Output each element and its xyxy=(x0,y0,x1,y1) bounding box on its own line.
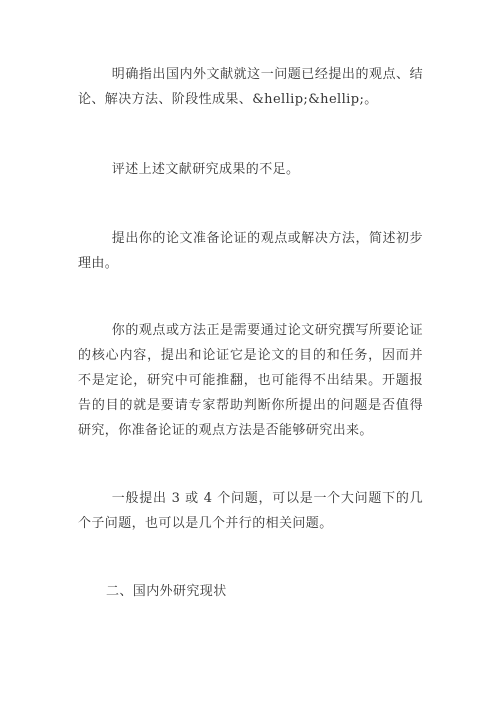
paragraph-literature-findings: 明确指出国内外文献就这一问题已经提出的观点、结论、解决方法、阶段性成果、&hellip;&hellip;。 xyxy=(78,67,423,107)
paragraph-proposed-viewpoint: 提出你的论文准备论证的观点或解决方法，简述初步理由。 xyxy=(78,231,423,271)
paragraph-viewpoint-explanation: 你的观点或方法正是需要通过论文研究撰写所要论证的核心内容，提出和论证它是论文的目的和任务，因而并不是定论，研究中可能推翻，也可能得不出结果。开题报告的目的就是要请专家帮助判断你所提出的问题是否值得研究，你准备论证的观点方法是否能够研究出来。 xyxy=(78,323,423,438)
section-heading: 二、国内外研究现状 xyxy=(106,584,227,599)
paragraph-literature-shortcomings: 评述上述文献研究成果的不足。 xyxy=(111,162,300,177)
paragraph-question-count: 一般提出 3 或 4 个问题，可以是一个大问题下的几个子问题，也可以是几个并行的相关问题。 xyxy=(78,491,423,531)
